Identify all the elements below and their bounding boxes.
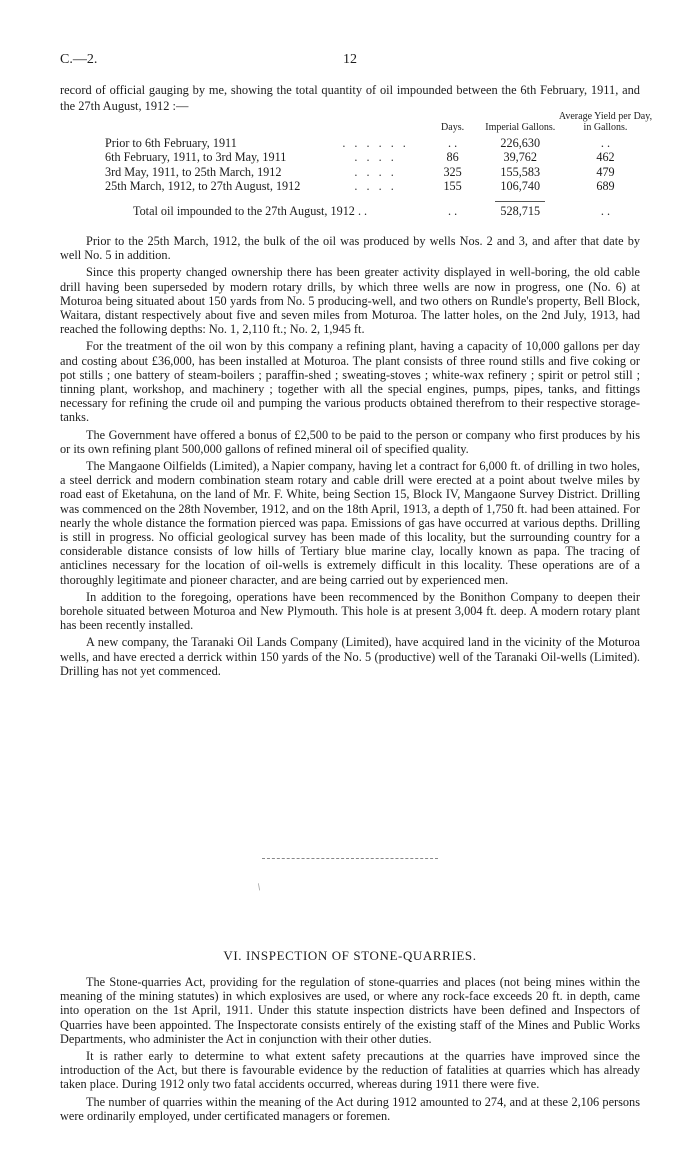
row-leader: . . . . . .: [342, 135, 409, 150]
row-yield: 479: [596, 164, 615, 179]
table-total-row: [105, 203, 655, 218]
intro-paragraph: record of official gauging by me, showing the total quantity of oil impounded between the 6th February, 1911, and the 27th August, 1912 :—: [60, 83, 640, 113]
row-period: 25th March, 1912, to 27th August, 1912: [105, 179, 301, 193]
row-yield: 689: [596, 179, 615, 193]
header-days: Days.: [441, 121, 465, 133]
paragraph: The Stone-quarries Act, providing for the regulation of stone-quarries and places (not being mines within the meaning of the mining statutes) in which explosives are used, or where any rock-face exceeds 20 ft. in depth, came into operation on the 1st April, 1911. Under this statute inspection districts have been defined and Inspectors of Quarries have been appointed. The Inspectorate consists entirely of the existing staff of the Mines and Public Works Departments, who administer the Act in conjunction with their other duties.: [60, 975, 640, 1046]
row-leader: . . . .: [354, 150, 397, 164]
oil-gauging-table: [105, 112, 655, 218]
quarries-section: [60, 975, 640, 1126]
row-gallons: 106,740: [500, 179, 541, 193]
paragraph: The Government have offered a bonus of £2,500 to be paid to the person or company who first produces by his or its own refining plant 500,000 gallons of refined mineral oil of specified quality.: [60, 427, 640, 456]
header-period: [105, 112, 331, 135]
spacer-cell: [421, 193, 485, 203]
table-row: [105, 179, 655, 194]
total-label: Total oil impounded to the 27th August, 1912 . .: [133, 203, 368, 218]
row-gallons: 39,762: [503, 150, 537, 164]
row-leader: . . . .: [354, 164, 397, 179]
spacer-cell: [484, 193, 556, 203]
total-gallons: 528,715: [500, 203, 541, 218]
row-period: 6th February, 1911, to 3rd May, 1911: [105, 150, 287, 164]
table-header-row: [105, 112, 655, 135]
paragraph: The Mangaone Oilfields (Limited), a Napier company, having let a contract for 6,000 ft. of drilling in two holes, a steel derrick and modern combination steam rotary and cable drill were erected at a point about twelve miles by road east of Eketahuna, on the land of Mr. F. White, being Section 15, Block IV, Mangaone Survey District. Drilling was commenced on the 28th November, 1912, and on the 18th April, 1913, a depth of 1,750 ft. had been attained. For nearly the whole distance the formation pierced was papa. Emissions of gas have occurred at various depths. Drilling is still in progress. No official geological survey has been made of this locality, but the surrounding country for a considerable distance consists of low hills of Tertiary blue marine clay, locally known as papa. The tracing of anticlines necessary for the location of oil-wells is extremely difficult in this locality. These operations are of a thoroughly legitimate and pioneer character, and are being carried out by experienced men.: [60, 459, 640, 587]
paragraph: Since this property changed ownership there has been greater activity displayed in well-boring, the old cable drill having been superseded by modern rotary drills, by which three wells are now in progress, one (No. 6) at Moturoa being situated about 150 yards from No. 5 producing-well, and two others on Rundle's property, Bell Block, Waitara, distant respectively about five and seven miles from Moturoa. The latter holes, on the 2nd July, 1913, had reached the following depths: No. 1, 2,110 ft.; No. 2, 1,945 ft.: [60, 265, 640, 337]
paragraph: A new company, the Taranaki Oil Lands Company (Limited), have acquired land in the vicinity of the Moturoa wells, and have erected a derrick within 150 yards of the No. 5 (productive) well of the Taranaki Oil-wells (Limited). Drilling has not yet commenced.: [60, 635, 640, 678]
paragraph: It is rather early to determine to what extent safety precautions at the quarries have improved since the introduction of the Act, but there is favourable evidence by the reduction of fatalities at quarries which has already taken place. During 1912 only two fatal accidents occurred, whereas during 1911 there were five.: [60, 1049, 640, 1092]
row-period: 3rd May, 1911, to 25th March, 1912: [105, 164, 282, 179]
total-yield: . .: [600, 203, 611, 218]
header-leader: [331, 112, 421, 135]
table-row: [105, 164, 655, 179]
row-days: 86: [446, 150, 459, 164]
running-header: [60, 52, 640, 72]
row-leader: . . . .: [354, 179, 397, 193]
document-code: C.—2.: [60, 52, 98, 67]
row-gallons: 226,630: [500, 135, 541, 150]
stray-mark: /: [255, 881, 263, 894]
section-heading: VI. INSPECTION OF STONE-QUARRIES.: [223, 948, 477, 963]
paragraph: For the treatment of the oil won by this company a refining plant, having a capacity of 10,000 gallons per day and costing about £36,000, has been installed at Moturoa. The plant consists of three round stills and five coking or pot stills ; one battery of steam-boilers ; paraffin-shed ; sweating-stoves ; white-wax refinery ; spirit or petrol still ; tinning plant, workshop, and machinery ; together with all the special engines, pumps, pipes, tanks, and fittings necessary for refining the crude oil and pumping the various products obtained therefrom to their respective storage-tanks.: [60, 339, 640, 425]
paragraph: In addition to the foregoing, operations have been recommenced by the Bonithon Company to deepen their borehole situated between Moturoa and New Plymouth. This hole is at present 3,004 ft. deep. A modern rotary plant has been recently installed.: [60, 589, 640, 633]
page-number: 12: [343, 52, 357, 67]
row-gallons: 155,583: [500, 164, 541, 179]
header-yield: Average Yield per Day, in Gallons.: [558, 111, 653, 133]
spacer-cell: [105, 193, 331, 203]
row-yield: 462: [596, 150, 615, 164]
paragraph: The number of quarries within the meaning of the Act during 1912 amounted to 274, and at these 2,106 persons were ordinarily employed, under certificated managers or foremen.: [60, 1094, 640, 1123]
row-days: . .: [448, 135, 458, 150]
table-row: [105, 150, 655, 165]
spacer-cell: [331, 193, 421, 203]
paragraph: Prior to the 25th March, 1912, the bulk of the oil was produced by wells Nos. 2 and 3, and after that date by well No. 5 in addition.: [60, 234, 640, 263]
body-text: [60, 234, 640, 681]
row-yield: . .: [600, 135, 611, 150]
header-gallons: Imperial Gallons.: [485, 121, 556, 133]
section-separator: [262, 858, 438, 859]
total-days: . .: [448, 203, 458, 218]
row-days: 155: [443, 179, 462, 193]
table-spacer-row: [105, 193, 655, 203]
table-row: [105, 135, 655, 150]
row-period: Prior to 6th February, 1911: [105, 135, 237, 150]
spacer-cell: [556, 193, 655, 203]
row-days: 325: [443, 164, 462, 179]
